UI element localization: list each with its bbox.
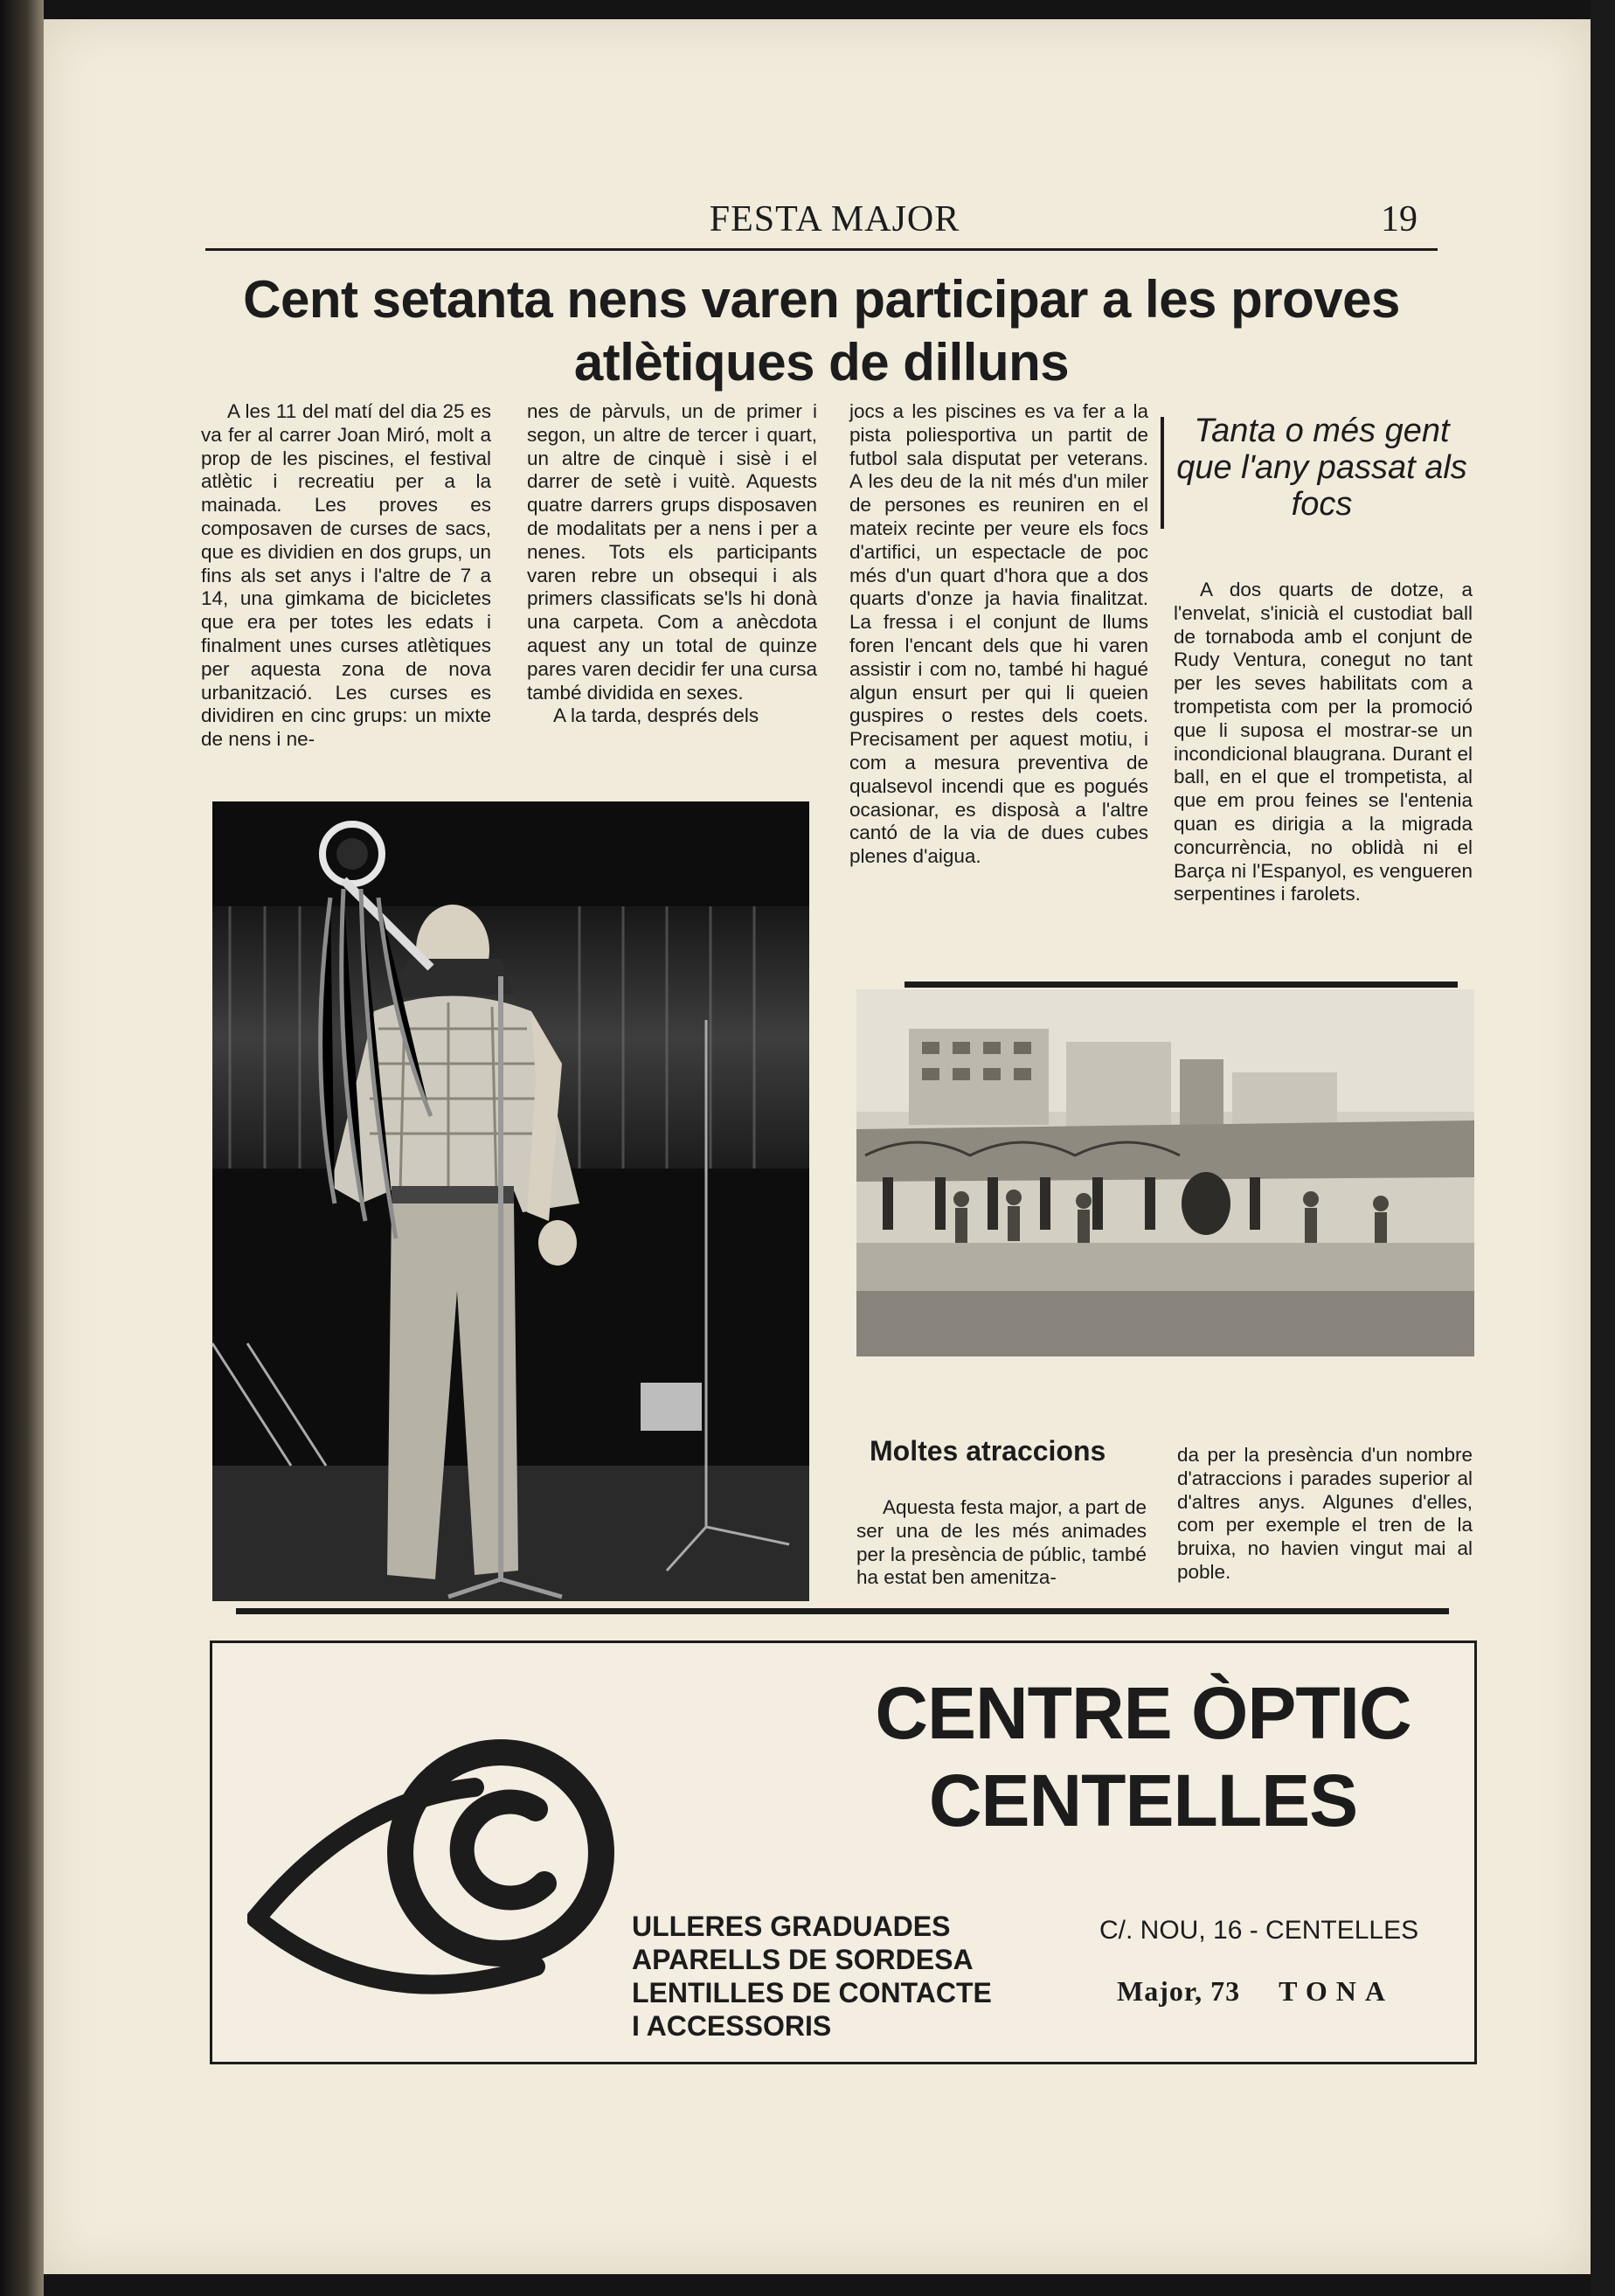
article-paragraph: A la tarda, després dels — [553, 704, 759, 727]
ad-product-item: APARELLS DE SORDESA — [632, 1944, 974, 1975]
ad-address-street: Major, 73 — [1117, 1975, 1241, 2007]
scan-border — [1591, 0, 1615, 2296]
article-column-1 — [201, 400, 491, 752]
attractions-heading: Moltes atraccions — [870, 1435, 1106, 1467]
ad-product-item: ULLERES GRADUADES — [632, 1911, 951, 1942]
book-spine-shadow — [0, 0, 44, 2296]
ad-address-centelles: C/. NOU, 16 - CENTELLES — [1099, 1916, 1419, 1945]
magazine-page — [44, 19, 1591, 2274]
article-paragraph: Aquesta festa major, a part de ser una de les més animades per la presència de públic, també ha estat ben amenitza- — [856, 1496, 1147, 1589]
ad-title-line: CENTELLES — [928, 1759, 1358, 1842]
article-paragraph: da per la presència d'un nombre d'atraccions i parades superior al d'altres anys. Algunes d'elles, com per exemple el tren de la bruixa, no havien vingut mai al poble. — [1177, 1444, 1473, 1583]
trumpeter-photo — [212, 801, 809, 1601]
attractions-column-right — [1177, 1444, 1473, 1585]
section-divider — [905, 982, 1458, 988]
ad-product-item: I ACCESSORIS — [632, 2010, 832, 2042]
fairground-photo — [856, 989, 1474, 1356]
article-column-2 — [527, 400, 817, 728]
fairground-photo-illustration — [856, 989, 1474, 1356]
ad-divider — [236, 1608, 1449, 1614]
page-number: 19 — [1381, 199, 1417, 239]
ad-product-list — [632, 1910, 992, 2043]
ad-address-town: TONA — [1279, 1975, 1394, 2007]
ad-title-line: CENTRE ÒPTIC — [875, 1672, 1411, 1754]
pull-quote-bar — [1161, 417, 1164, 529]
ad-title — [772, 1669, 1514, 1844]
article-column-4 — [1174, 579, 1473, 906]
article-paragraph: A dos quarts de dotze, a l'envelat, s'inicià el custodiat ball de tornaboda amb el conjunt de Rudy Ventura, conegut no tant per les seves habilitats com a trompetista com per la promoció que li suposa el mostrar-se un incondicional blaugrana. Durant el ball, en el que el trompetista, al que em prou feines se l'entenia quan es dirigia a la migrada concurrència, no oblidà ni el Barça ni l'Espanyol, es vengueren serpentines i farolets. — [1174, 579, 1473, 905]
article-paragraph: jocs a les piscines es va fer a la pista poliesportiva un partit de futbol sala disputat per veterans. A les deu de la nit més d'un miler de persones es reuniren en el mateix recinte per veure els focs d'artifici, un espectacle de poc més d'un quart d'hora que a dos quarts d'onze ja havia finalitzat. La fressa i el conjunt de llums foren l'encant dels que hi varen assistir i com no, també hi hagué algun ensurt per qui li queien guspires o restes dels coets. Precisament per aquest motiu, i com a mesura preventiva de qualsevol incendi que es pogués ocasionar, es disposà a l'altre cantó de la via de dues cubes plenes d'aigua. — [849, 400, 1148, 868]
ad-product-item: LENTILLES DE CONTACTE — [632, 1977, 992, 2008]
eye-logo-icon — [247, 1704, 623, 2001]
section-title: FESTA MAJOR — [709, 199, 960, 239]
trumpeter-photo-illustration — [212, 801, 809, 1601]
article-headline: Cent setanta nens varen participar a les proves atlètiques de dilluns — [243, 270, 1400, 392]
attractions-column-left — [856, 1496, 1147, 1590]
article-paragraph: A les 11 del matí del dia 25 es va fer al carrer Joan Miró, molt a prop de les piscines, el festival atlètic i recreatiu per a la mainada. Les proves es composaven de curses de sacs, que es dividien en dos grups, un fins als set anys i l'altre de 7 a 14, una gimkama de bicicletes que era per totes les edats i finalment unes curses atlètiques per aquesta zona de nova urbanització. Les curses es dividiren en cinc grups: un mixte de nens i ne- — [201, 400, 491, 751]
ad-address-tona — [1117, 1975, 1394, 2008]
header-rule — [205, 248, 1438, 251]
article-paragraph: nes de pàrvuls, un de primer i segon, un altre de tercer i quart, un altre de cinquè i sisè i el darrer de setè i vuitè. Aquests quatre darrers grups disposaven de modalitats per a nens i per a nenes. Tots els participants varen rebre un obsequi i als primers classificats se'ls hi donà una carpeta. Com a anècdota aquest any un total de quinze pares varen decidir fer una cursa també dividida en sexes. — [527, 400, 817, 704]
pull-quote: Tanta o més gent que l'any passat als focs — [1176, 413, 1467, 523]
article-column-3 — [849, 400, 1148, 869]
optician-advertisement — [210, 1640, 1477, 2064]
